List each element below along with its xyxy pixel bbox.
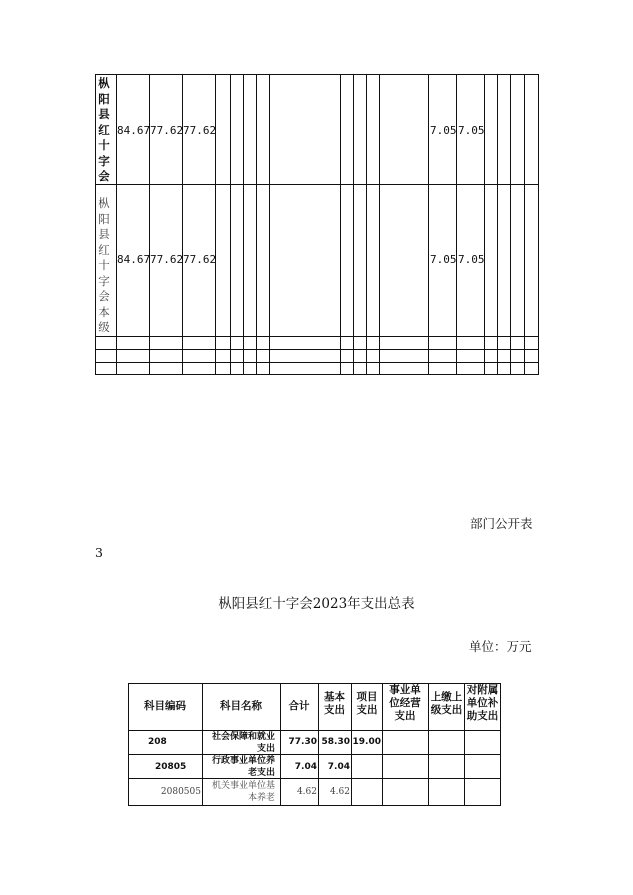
row-208-basic: 58.30 — [321, 737, 350, 747]
row-2080505-code: 2080505 — [160, 787, 201, 797]
top-row-2-col-4: 7.05 — [430, 253, 457, 266]
expense-table-border-bottom — [128, 805, 501, 806]
header-code: 科目编码 — [144, 700, 186, 712]
top-row-1-col-2: 77.62 — [150, 124, 184, 137]
header-subsidy: 对附属单位补助支出 — [466, 684, 499, 722]
row-20805-code: 20805 — [155, 762, 187, 772]
unit-label: 单位：万元 — [469, 639, 532, 654]
expense-table-row-divider — [128, 778, 501, 779]
row-2080505-basic: 4.62 — [329, 787, 350, 797]
top-row-2-col-2: 77.62 — [150, 253, 184, 266]
expense-table-col-line — [382, 683, 383, 806]
top-row-1-col-1: 84.67 — [117, 124, 151, 137]
header-total: 合计 — [288, 700, 310, 712]
header-business: 事业单位经营支出 — [389, 684, 421, 722]
row-2080505-total: 4.62 — [296, 787, 317, 797]
expense-table-row-divider — [128, 754, 501, 755]
top-row-1-col-5: 7.05 — [458, 124, 485, 137]
row-20805-name: 行政事业单位养老支出 — [211, 756, 275, 778]
page-number: 3 — [95, 545, 103, 560]
table-caption: 部门公开表 — [470, 516, 533, 531]
top-row-2-col-5: 7.05 — [458, 253, 485, 266]
header-upper: 上缴上级支出 — [430, 691, 463, 716]
row-208-total: 77.30 — [288, 737, 317, 747]
header-name: 科目名称 — [220, 700, 262, 712]
header-basic: 基本支出 — [324, 691, 345, 716]
row-20805-total: 7.04 — [294, 762, 317, 772]
top-row-1-col-3: 77.62 — [183, 124, 217, 137]
header-project: 项目支出 — [356, 691, 378, 716]
expense-table-col-line — [500, 683, 501, 806]
row-20805-basic: 7.04 — [327, 762, 350, 772]
row-208-name: 社会保障和就业支出 — [211, 732, 275, 754]
top-row-1-unit-name: 枞阳县红十字会 — [98, 76, 110, 183]
row-208-project: 19.00 — [352, 737, 381, 747]
row-208-code: 208 — [148, 737, 167, 747]
row-2080505-name: 机关事业单位基本养老 — [211, 781, 275, 803]
expense-table-header-bottom — [128, 730, 501, 731]
top-row-2-unit-name: 枞阳县红十字会本级 — [98, 196, 110, 334]
expense-table-border-top — [128, 683, 501, 684]
top-row-1-col-4: 7.05 — [430, 124, 457, 137]
top-row-2-col-1: 84.67 — [117, 253, 151, 266]
page-title: 枞阳县红十字会2023年支出总表 — [218, 596, 415, 612]
top-row-2-col-3: 77.62 — [183, 253, 217, 266]
